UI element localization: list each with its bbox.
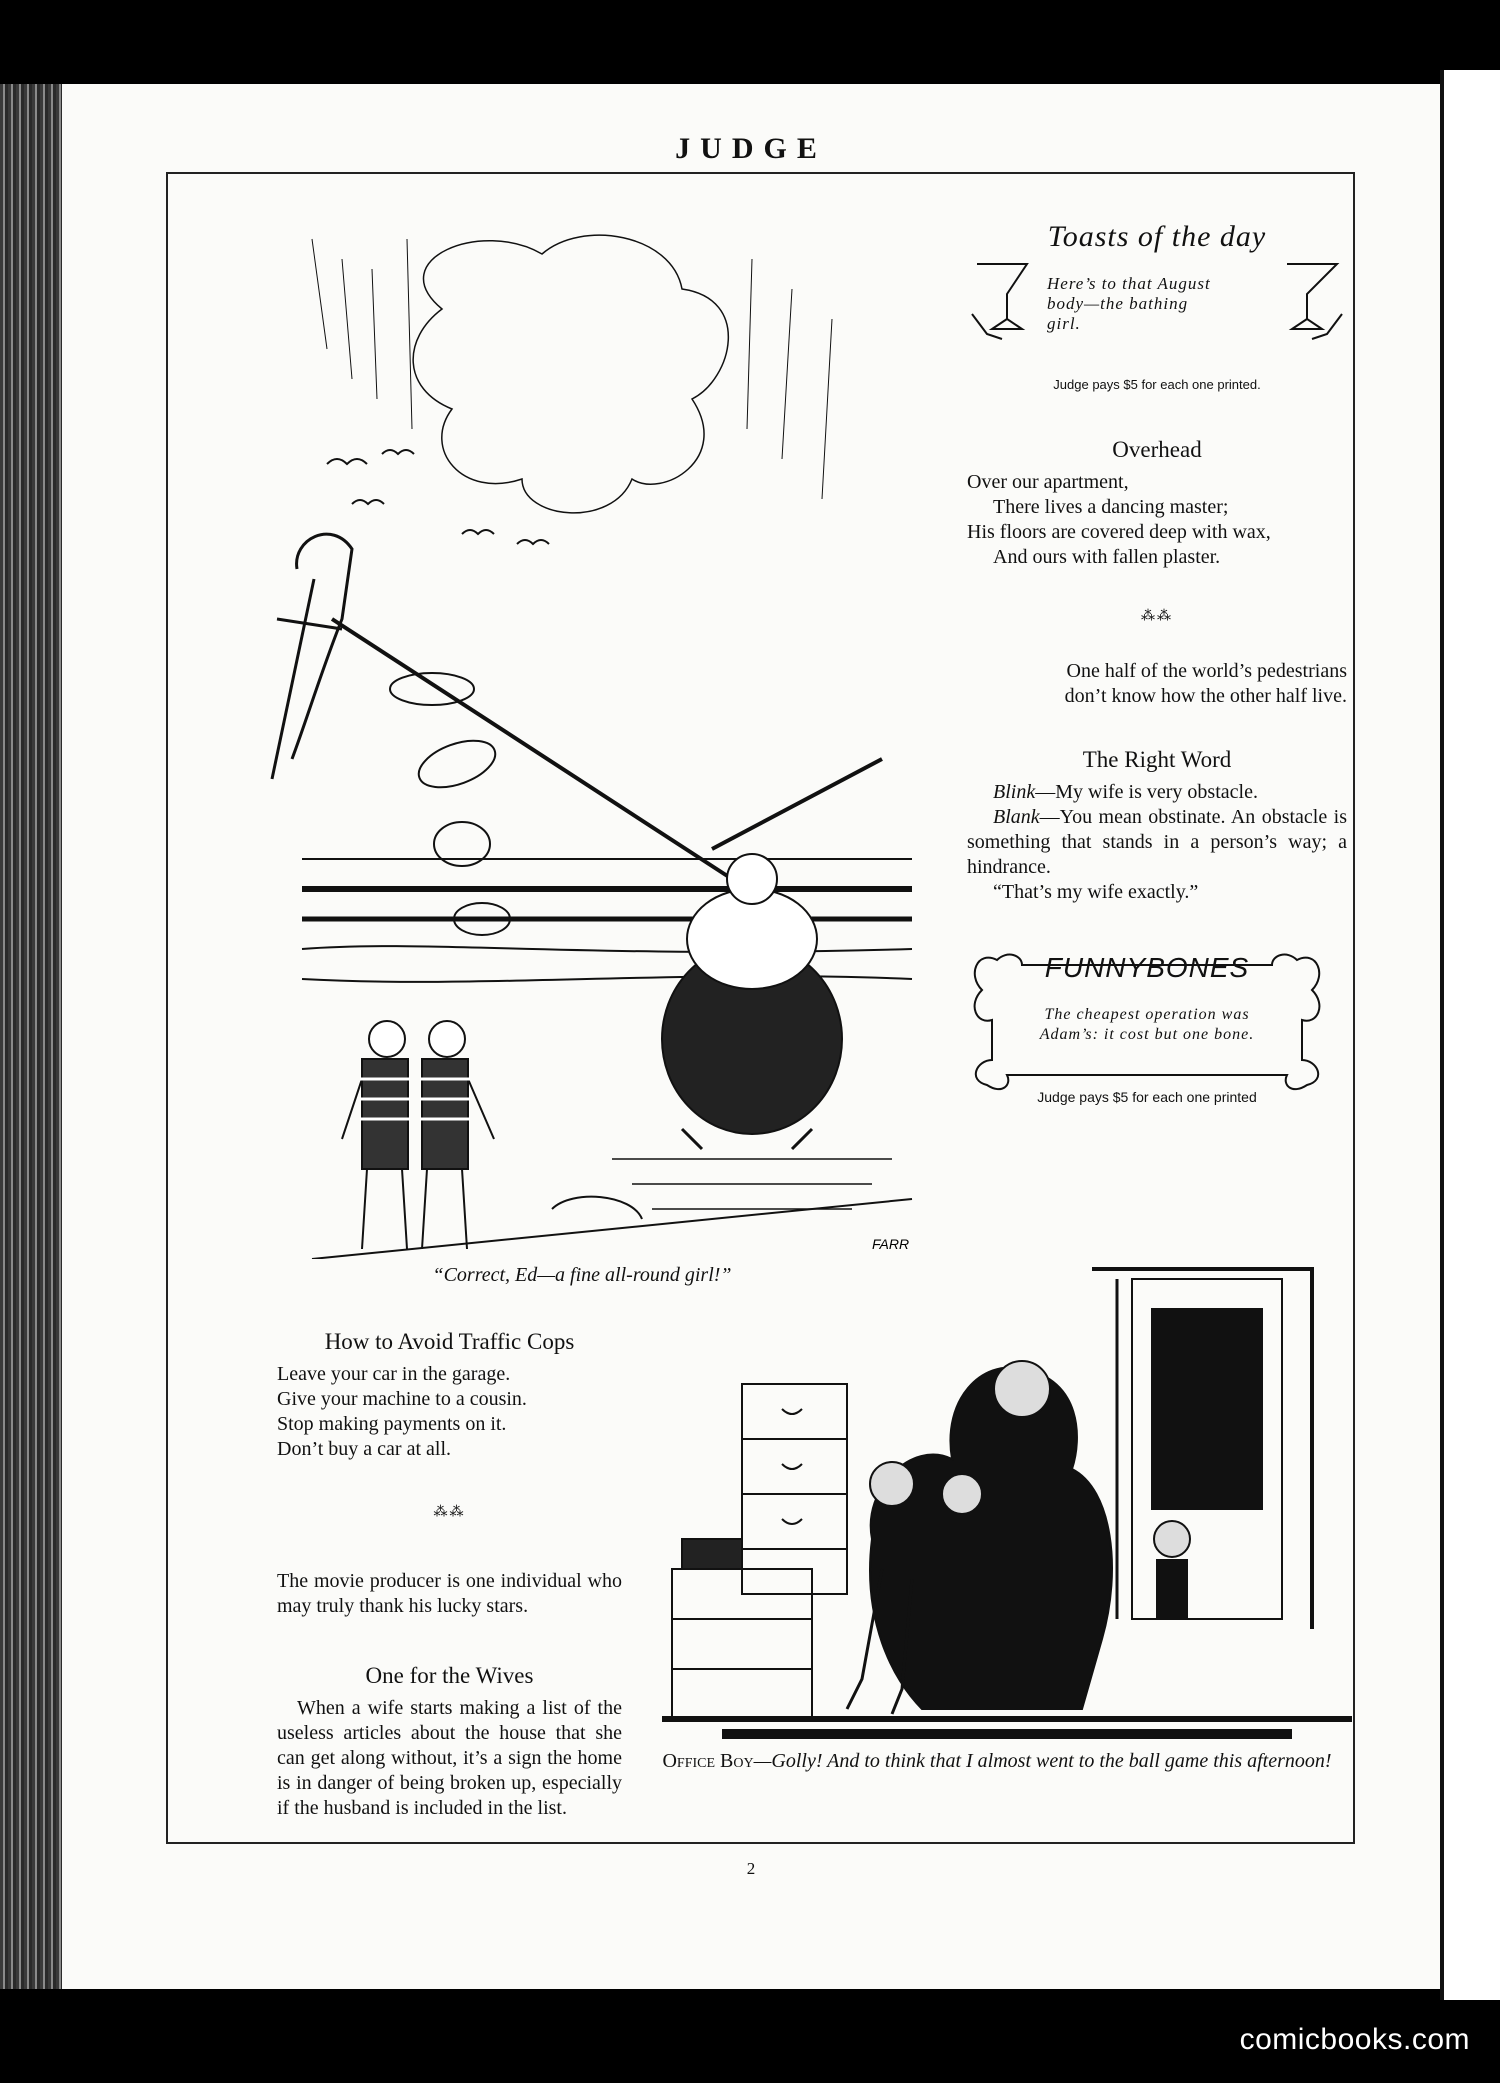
wives-title: One for the Wives	[365, 1663, 534, 1688]
right-word-title: The Right Word	[1082, 747, 1232, 772]
top-cartoon-caption: “Correct, Ed—a fine all-round girl!”	[432, 1264, 732, 1286]
traffic-cops-title: How to Avoid Traffic Cops	[324, 1329, 575, 1354]
facing-page-edge	[1440, 70, 1500, 2000]
toasts-box	[967, 220, 1347, 364]
magazine-page	[62, 84, 1440, 1989]
toasts-payment-note: Judge pays $5 for each one printed.	[1053, 377, 1261, 392]
poem-line: And ours with fallen plaster.	[993, 546, 1221, 568]
goblet-icon	[967, 254, 1037, 344]
joke-line: One half of the world’s pedestrians	[1066, 660, 1347, 682]
right-word-text	[967, 780, 1347, 905]
caption-speaker: Office Boy	[662, 1750, 754, 1772]
wives-text: When a wife starts making a list of the useless articles about the house that she can get along without, it’s a sign the home is in danger of being broken up, especially if the husband is included in the list.	[277, 1697, 622, 1819]
office-cartoon	[662, 1239, 1352, 1739]
speaker-blank: Blank	[993, 806, 1040, 828]
funnybones-text	[997, 1005, 1297, 1045]
right-column	[967, 220, 1347, 1105]
right-word-line-1: —My wife is very obstacle.	[1035, 781, 1258, 803]
toasts-line: Here’s to that August	[1047, 274, 1211, 293]
right-word-line-2: —You mean obstinate. An obstacle is something that stands in a person’s way; a hindrance.	[967, 806, 1347, 878]
caption-text: —Golly! And to think that I almost went to the ball game this afternoon!	[753, 1750, 1332, 1772]
movie-producer-joke: The movie producer is one individual who may truly thank his lucky stars.	[277, 1570, 622, 1617]
funnybones-line: The cheapest operation was	[1044, 1006, 1250, 1023]
right-word-line-3: “That’s my wife exactly.”	[993, 881, 1199, 903]
joke-line: don’t know how the other half live.	[1064, 685, 1347, 707]
book-binding	[0, 84, 62, 1989]
funnybones-line: Adam’s: it cost but one bone.	[1039, 1026, 1255, 1043]
left-column	[277, 1329, 622, 1821]
funnybones-payment-note: Judge pays $5 for each one printed	[1037, 1089, 1257, 1105]
overhead-poem	[967, 470, 1347, 570]
cartoon-signature: FARR	[872, 1236, 910, 1252]
masthead: JUDGE	[675, 132, 827, 165]
list-line: Give your machine to a cousin.	[277, 1388, 527, 1410]
poem-line: There lives a dancing master;	[993, 496, 1229, 518]
dinkus: ⁂⁂	[1141, 609, 1173, 624]
watermark: comicbooks.com	[1239, 2023, 1470, 2056]
toasts-line: body—the bathing	[1047, 294, 1189, 313]
list-line: Leave your car in the garage.	[277, 1363, 511, 1385]
poem-line: His floors are covered deep with wax,	[967, 521, 1271, 543]
speaker-blink: Blink	[993, 781, 1036, 803]
list-line: Don’t buy a car at all.	[277, 1438, 452, 1460]
toasts-title: Toasts of the day	[1047, 220, 1267, 253]
bottom-cartoon-caption	[652, 1749, 1342, 1773]
beach-cartoon	[232, 199, 932, 1259]
toasts-line: girl.	[1047, 314, 1081, 333]
pedestrians-joke	[967, 659, 1347, 709]
poem-line: Over our apartment,	[967, 471, 1129, 493]
funnybones-box	[967, 945, 1347, 1105]
list-line: Stop making payments on it.	[277, 1413, 507, 1435]
traffic-cops-list	[277, 1362, 622, 1462]
dinkus: ⁂⁂	[433, 1505, 466, 1520]
overhead-title: Overhead	[1112, 437, 1202, 462]
goblet-icon	[1277, 254, 1347, 344]
funnybones-title: FUNNYBONES	[1044, 952, 1250, 983]
toasts-text	[1047, 274, 1267, 334]
page-number: 2	[746, 1859, 756, 1878]
